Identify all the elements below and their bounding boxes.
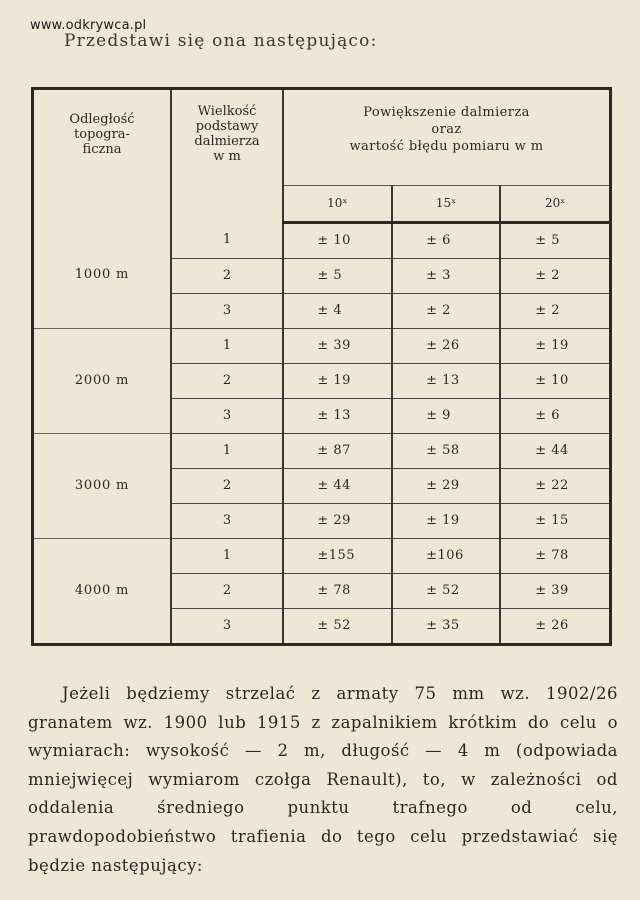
header-distance-line: topogra- [74,127,130,142]
value-10x [283,538,392,573]
value-20x-text: ± 26 [535,618,569,633]
value-10x-text: ± 4 [317,303,343,318]
base-cell [171,398,283,433]
value-15x-text: ± 26 [426,338,460,353]
value-10x-text: ± 13 [317,408,351,423]
value-10x-text: ± 78 [317,583,351,598]
value-20x-text: ± 15 [535,513,569,528]
base-cell-text: 1 [222,548,232,563]
base-cell [171,468,283,503]
value-15x [392,573,501,608]
value-10x [283,468,392,503]
table-row [33,433,611,468]
value-10x-text: ± 39 [317,338,351,353]
header-col-10x: 10ˣ [283,186,392,222]
value-20x [500,293,610,328]
value-10x-text: ± 5 [317,268,343,283]
distance-cell: 1000 m [33,222,172,328]
base-cell-text: 2 [222,373,232,388]
value-15x-text: ± 35 [426,618,460,633]
header-col-20x: 20ˣ [500,186,610,222]
base-cell-text: 3 [222,303,232,318]
value-15x [392,468,501,503]
value-20x-text: ± 19 [535,338,569,353]
table-row [33,538,611,573]
base-cell [171,258,283,293]
value-15x [392,608,501,644]
value-20x-text: ± 22 [535,478,569,493]
base-cell [171,573,283,608]
value-20x-text: ± 2 [535,268,561,283]
header-base-line: w m [213,149,241,164]
table-row [33,222,611,258]
base-cell-text: 2 [222,478,232,493]
base-cell-text: 1 [222,232,232,248]
value-10x [283,398,392,433]
value-15x-text: ± 29 [426,478,460,493]
base-cell [171,608,283,644]
value-15x [392,258,501,293]
value-10x [283,363,392,398]
value-15x [392,293,501,328]
value-15x [392,222,501,258]
base-cell [171,293,283,328]
header-distance-line: Odległość [69,112,135,127]
value-10x-text: ± 19 [317,373,351,388]
value-20x [500,328,610,363]
base-cell-text: 3 [222,513,232,528]
value-10x-text: ±155 [317,548,356,563]
value-20x-text: ± 2 [535,303,561,318]
intro-line: Przedstawi się ona następująco: [64,31,378,51]
value-10x-text: ± 44 [317,478,351,493]
header-mag-line: Powiększenie dalmierza [363,105,530,120]
value-20x-text: ± 78 [535,548,569,563]
value-10x [283,608,392,644]
table-row [33,328,611,363]
value-15x-text: ±106 [426,548,464,563]
value-20x-text: ± 44 [535,443,569,458]
header-mag-line: oraz [431,122,462,137]
value-20x [500,538,610,573]
header-col-15x: 15ˣ [392,186,501,222]
distance-cell: 4000 m [33,538,172,644]
header-distance [33,89,172,223]
value-10x-text: ± 52 [317,618,351,633]
value-15x [392,503,501,538]
value-10x [283,258,392,293]
value-15x [392,433,501,468]
value-15x-text: ± 58 [426,443,460,458]
value-15x-text: ± 9 [426,408,451,423]
value-20x [500,433,610,468]
base-cell-text: 3 [222,618,232,633]
header-base-line: Wielkość [197,104,257,119]
base-cell [171,363,283,398]
value-15x-text: ± 6 [426,233,451,248]
base-cell-text: 3 [222,408,232,423]
value-20x [500,398,610,433]
header-distance-line: ficzna [82,142,122,157]
header-base-line: podstawy [195,119,259,134]
value-15x [392,328,501,363]
header-mag-line: wartość błędu pomiaru w m [349,139,544,154]
value-10x-text: ± 87 [317,443,351,458]
value-20x-text: ± 6 [535,408,561,423]
base-cell-text: 1 [222,338,232,353]
header-base-line: dalmierza [194,134,260,149]
value-10x [283,503,392,538]
base-cell [171,538,283,573]
base-cell [171,222,283,258]
value-20x [500,608,610,644]
distance-cell: 2000 m [33,328,172,433]
value-10x [283,328,392,363]
value-15x [392,363,501,398]
value-20x [500,503,610,538]
value-10x-text: ± 10 [317,233,351,248]
header-base [171,89,283,223]
value-20x-text: ± 10 [535,373,569,388]
base-cell-text: 2 [222,583,232,598]
table-body [33,222,611,644]
header-magnification [283,89,611,186]
value-15x-text: ± 2 [426,303,451,318]
rangefinder-error-table [31,87,612,646]
value-15x-text: ± 3 [426,268,451,283]
value-20x [500,258,610,293]
base-cell [171,503,283,538]
base-cell-text: 1 [222,443,232,458]
value-10x [283,222,392,258]
distance-cell: 3000 m [33,433,172,538]
value-20x [500,363,610,398]
base-cell [171,328,283,363]
value-20x-text: ± 5 [535,233,561,248]
value-20x [500,222,610,258]
value-20x [500,573,610,608]
paragraph-text: Jeżeli będziemy strzelać z armaty 75 mm wz. 1902/26 granatem wz. 1900 lub 1915 z zapalnikiem krótkim do celu o wymiarach: wysokość — 2 m, długość — 4 m (odpowiada mniejwięcej wymiarom czołga Renault), to, w zależności od oddalenia średniego punktu trafnego od celu, prawdopodobieństwo trafienia do tego celu przedstawiać się będzie następujący: [28,684,618,875]
value-10x-text: ± 29 [317,513,351,528]
value-15x-text: ± 19 [426,513,460,528]
value-15x-text: ± 13 [426,373,460,388]
base-cell-text: 2 [222,268,232,283]
value-10x [283,573,392,608]
value-15x [392,538,501,573]
value-15x-text: ± 52 [426,583,460,598]
base-cell [171,433,283,468]
value-10x [283,293,392,328]
value-20x [500,468,610,503]
value-10x [283,433,392,468]
watermark: www.odkrywca.pl [30,18,147,33]
value-20x-text: ± 39 [535,583,569,598]
value-15x [392,398,501,433]
body-paragraph [28,680,618,880]
